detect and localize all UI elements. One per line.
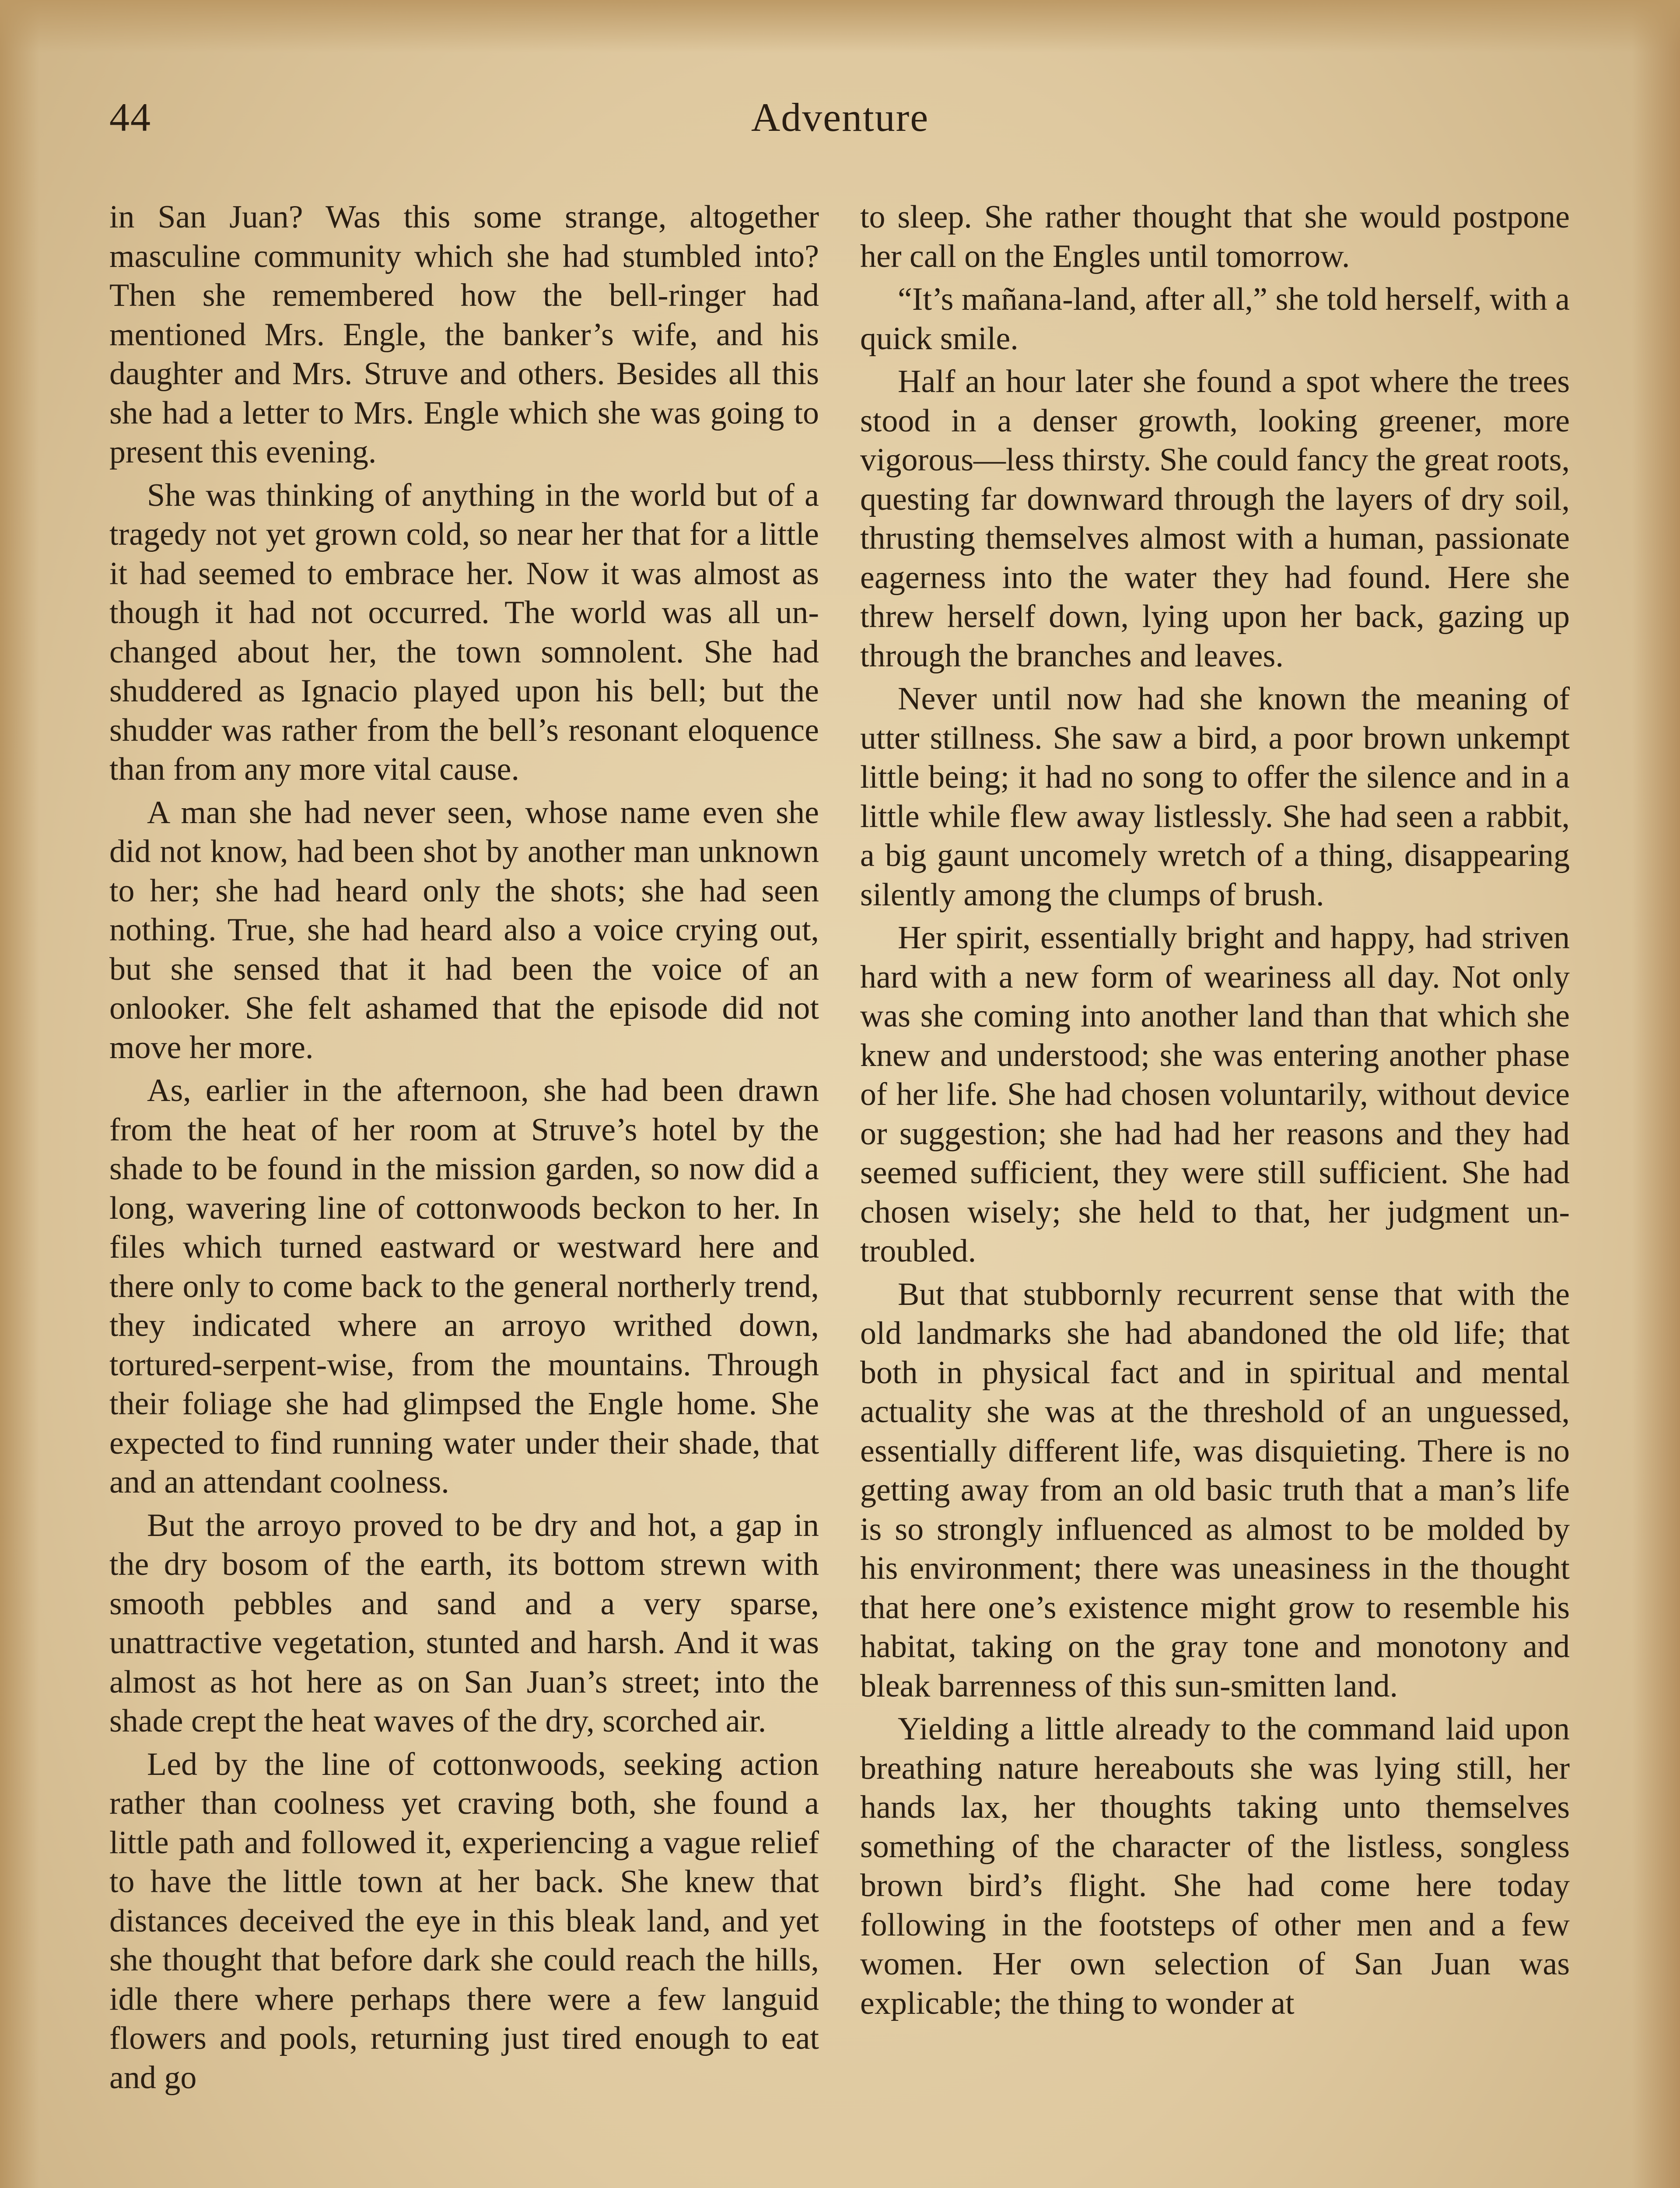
running-head-title: Adventure [751,95,929,140]
left-paragraph-5: But the arroyo proved to be dry and hot, a gap in the dry bosom of the earth, its bottom strewn with smooth pebbles and sand and a very sparse, unattractive vegetation, stunted and harsh. And it was almost as hot here as on San Juan’s street; into the shade crept the heat waves of the dry, scorched air. [109,1507,819,1739]
right-paragraph-2: “It’s mañana-land, after all,” she told herself, with a quick smile. [860,281,1570,357]
right-paragraph-1: to sleep. She rather thought that she would postpone her call on the Engles until tomorrow. [860,199,1570,274]
right-paragraph-3: Half an hour later she found a spot where the trees stood in a denser growth, looking greener, more vigorous—less thirsty. She could fancy the great roots, questing far downward through the layers of dry soil, thrusting themselves almost with a human, passionate eagerness into the water they had found. Here she threw herself down, lying upon her back, gazing up through the branches and leaves. [860,364,1570,674]
paper-edge-shadow-top [0,0,1680,53]
paper-edge-shadow-left [0,0,39,2188]
right-paragraph-4: Never until now had she known the meaning of utter stillness. She saw a bird, a poor brown unkempt little being; it had no song to offer the silence and in a little while flew away listlessly. She had seen a rabbit, a big gaunt uncomely wretch of a thing, disappearing silently among the clumps of brush. [860,681,1570,913]
right-paragraph-7: Yielding a little already to the command laid upon breathing nature hereabouts she was lying still, her hands lax, her thoughts taking unto themselves something of the character of the listless, songless brown bird’s flight. She had come here today following in the footsteps of other men and a few women. Her own selection of San Juan was explicable; the thing to wonder at [860,1711,1570,2021]
right-paragraph-6: But that stubbornly recurrent sense that with the old landmarks she had abandoned the old life; that both in physical fact and in spiritual and mental actuality she was at the threshold of an unguessed, essentially different life, was disquieting. There is no getting away from an old basic truth that a man’s life is so strongly influenced as almost to be molded by his environment; there was uneasiness in the thought that here one’s existence might grow to resemble his habitat, taking on the gray tone and monotony and bleak barrenness of this sun-smitten land. [860,1276,1570,1704]
paper-edge-shadow-right [1632,0,1680,2188]
left-column [109,198,819,2101]
left-paragraph-6: Led by the line of cottonwoods, seeking action rather than coolness yet craving both, she found a little path and followed it, experiencing a vague relief to have the little town at her back. She knew that distances deceived the eye in this bleak land, and yet she thought that before dark she could reach the hills, idle there where perhaps there were a few languid flowers and pools, returning just tired enough to eat and go [109,1746,819,2096]
left-paragraph-2: She was thinking of anything in the world but of a tragedy not yet grown cold, so near her that for a little it had seemed to embrace her. Now it was almost as though it had not occurred. The world was all unchanged about her, the town somnolent. She had shuddered as Ignacio played upon his bell; but the shudder was rather from the bell’s resonant eloquence than from any more vital cause. [109,477,819,787]
left-paragraph-4: As, earlier in the afternoon, she had been drawn from the heat of her room at Struve’s hotel by the shade to be found in the mission garden, so now did a long, wavering line of cottonwoods beckon to her. In files which turned eastward or westward here and there only to come back to the general northerly trend, they indicated where an arroyo writhed down, tortured-serpent-wise, from the mountains. Through their foliage she had glimpsed the Engle home. She expected to find running water under their shade, that and an attendant coolness. [109,1073,819,1500]
page-number: 44 [109,95,151,140]
right-column [860,198,1570,2027]
left-paragraph-3: A man she had never seen, whose name even she did not know, had been shot by another man unknown to her; she had heard only the shots; she had seen nothing. True, she had heard also a voice crying out, but she sensed that it had been the voice of an onlooker. She felt ashamed that the episode did not move her more. [109,794,819,1066]
left-paragraph-1: in San Juan? Was this some strange, altogether masculine community which she had stumbled into? Then she remembered how the bell-ringer had mentioned Mrs. Engle, the banker’s wife, and his daughter and Mrs. Struve and others. Besides all this she had a letter to Mrs. Engle which she was going to present this evening. [109,199,819,470]
right-paragraph-5: Her spirit, essentially bright and happy, had striven hard with a new form of weariness all day. Not only was she coming into another land than that which she knew and understood; she was entering another phase of her life. She had chosen voluntarily, without device or suggestion; she had had her reasons and they had seemed sufficient, they were still sufficient. She had chosen wisely; she held to that, her judgment untroubled. [860,920,1570,1269]
